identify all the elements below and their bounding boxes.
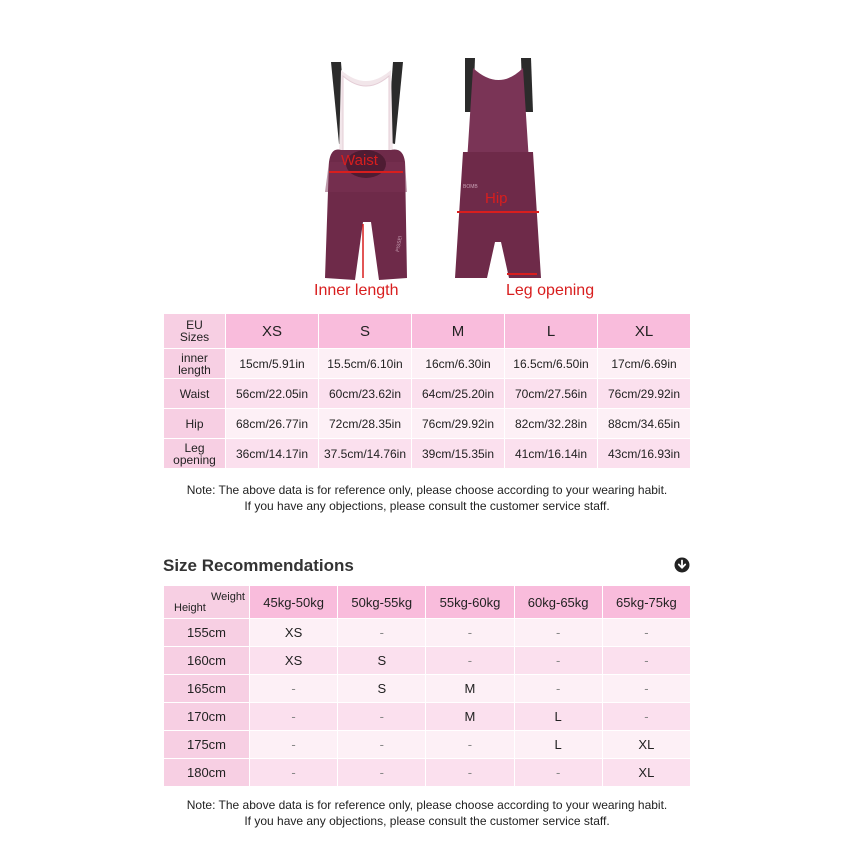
table-cell: - bbox=[514, 647, 602, 675]
svg-text:PISSEI: PISSEI bbox=[395, 235, 404, 253]
table-cell: 15cm/5.91in bbox=[226, 349, 319, 379]
height-label: 160cm bbox=[164, 647, 250, 675]
svg-text:BOMB: BOMB bbox=[463, 184, 478, 190]
size-chart-table bbox=[163, 313, 691, 469]
corner-weight-label: Weight bbox=[210, 591, 245, 603]
height-label: 180cm bbox=[164, 759, 250, 787]
table-cell: S bbox=[338, 647, 426, 675]
table-cell: 72cm/28.35in bbox=[319, 409, 412, 439]
table-cell: 64cm/25.20in bbox=[412, 379, 505, 409]
size-chart-header-row bbox=[164, 314, 691, 349]
table-cell: - bbox=[426, 731, 514, 759]
height-label: 155cm bbox=[164, 619, 250, 647]
table-cell: 82cm/32.28in bbox=[505, 409, 598, 439]
waist-measure-label: Waist bbox=[341, 152, 378, 169]
weight-header: 60kg-65kg bbox=[514, 586, 602, 619]
table-cell: - bbox=[250, 675, 338, 703]
eu-sizes-header-line-2: Sizes bbox=[179, 330, 210, 344]
note-line: Note: The above data is for reference only, please choose according to your wearing habit. bbox=[186, 798, 668, 812]
table-cell: XL bbox=[602, 759, 690, 787]
table-cell: 70cm/27.56in bbox=[505, 379, 598, 409]
table-row bbox=[164, 759, 691, 787]
table-cell: - bbox=[514, 675, 602, 703]
download-circle-icon[interactable] bbox=[674, 557, 690, 573]
table-cell: - bbox=[514, 759, 602, 787]
table-cell: 17cm/6.69in bbox=[598, 349, 691, 379]
note-line: Note: The above data is for reference only, please choose according to your wearing habit. bbox=[186, 483, 668, 497]
table-row bbox=[164, 439, 691, 469]
inner-length-measure-label: Inner length bbox=[314, 282, 399, 299]
table-cell: - bbox=[602, 619, 690, 647]
size-chart-note bbox=[0, 482, 854, 514]
weight-height-corner bbox=[164, 586, 250, 619]
row-label-line: inner bbox=[181, 350, 208, 365]
weight-header: 55kg-60kg bbox=[426, 586, 514, 619]
note-line: If you have any objections, please consult the customer service staff. bbox=[244, 814, 610, 828]
row-label-waist bbox=[164, 379, 226, 409]
eu-sizes-header bbox=[164, 314, 226, 349]
table-row bbox=[164, 675, 691, 703]
table-cell: 68cm/26.77in bbox=[226, 409, 319, 439]
table-cell: - bbox=[338, 703, 426, 731]
table-cell: XS bbox=[250, 647, 338, 675]
size-header-xs: XS bbox=[226, 314, 319, 349]
size-header-xl: XL bbox=[598, 314, 691, 349]
table-cell: - bbox=[250, 703, 338, 731]
table-cell: XL bbox=[602, 731, 690, 759]
bib-shorts-back-image bbox=[443, 52, 553, 284]
row-label-line: opening bbox=[173, 452, 216, 467]
table-cell: 15.5cm/6.10in bbox=[319, 349, 412, 379]
table-cell: L bbox=[514, 731, 602, 759]
table-row bbox=[164, 379, 691, 409]
table-cell: - bbox=[338, 731, 426, 759]
row-label-leg-opening bbox=[164, 439, 226, 469]
row-label-line: length bbox=[178, 362, 211, 377]
recommendations-title: Size Recommendations bbox=[163, 556, 354, 575]
height-label: 175cm bbox=[164, 731, 250, 759]
height-label: 165cm bbox=[164, 675, 250, 703]
recommendations-note bbox=[0, 797, 854, 829]
table-cell: 16cm/6.30in bbox=[412, 349, 505, 379]
table-cell: - bbox=[426, 647, 514, 675]
table-row bbox=[164, 703, 691, 731]
table-cell: - bbox=[338, 759, 426, 787]
table-row bbox=[164, 409, 691, 439]
size-header-s: S bbox=[319, 314, 412, 349]
table-cell: 76cm/29.92in bbox=[412, 409, 505, 439]
hip-measure-label: Hip bbox=[485, 190, 508, 207]
height-label: 170cm bbox=[164, 703, 250, 731]
weight-header: 45kg-50kg bbox=[250, 586, 338, 619]
size-header-l: L bbox=[505, 314, 598, 349]
table-row bbox=[164, 731, 691, 759]
table-cell: 88cm/34.65in bbox=[598, 409, 691, 439]
corner-height-label: Height bbox=[174, 602, 206, 614]
table-row bbox=[164, 619, 691, 647]
weight-header: 65kg-75kg bbox=[602, 586, 690, 619]
table-cell: - bbox=[602, 675, 690, 703]
eu-sizes-header-line-1: EU bbox=[186, 318, 203, 332]
row-label-line: Waist bbox=[179, 386, 210, 401]
note-line: If you have any objections, please consult the customer service staff. bbox=[244, 499, 610, 513]
row-label-inner-length bbox=[164, 349, 226, 379]
table-cell: 60cm/23.62in bbox=[319, 379, 412, 409]
table-cell: S bbox=[338, 675, 426, 703]
table-cell: 43cm/16.93in bbox=[598, 439, 691, 469]
table-cell: 39cm/15.35in bbox=[412, 439, 505, 469]
table-cell: - bbox=[250, 731, 338, 759]
table-cell: 76cm/29.92in bbox=[598, 379, 691, 409]
table-cell: 56cm/22.05in bbox=[226, 379, 319, 409]
row-label-line: Hip bbox=[185, 416, 204, 431]
leg-opening-measure-label: Leg opening bbox=[506, 282, 595, 299]
table-cell: M bbox=[426, 675, 514, 703]
weight-header: 50kg-55kg bbox=[338, 586, 426, 619]
recommendation-header-row bbox=[164, 586, 691, 619]
table-cell: - bbox=[426, 759, 514, 787]
table-row bbox=[164, 647, 691, 675]
table-cell: 37.5cm/14.76in bbox=[319, 439, 412, 469]
table-cell: - bbox=[426, 619, 514, 647]
row-label-hip bbox=[164, 409, 226, 439]
table-row bbox=[164, 349, 691, 379]
table-cell: 41cm/16.14in bbox=[505, 439, 598, 469]
size-recommendation-table bbox=[163, 585, 691, 787]
table-cell: 16.5cm/6.50in bbox=[505, 349, 598, 379]
size-header-m: M bbox=[412, 314, 505, 349]
table-cell: M bbox=[426, 703, 514, 731]
table-cell: - bbox=[250, 759, 338, 787]
table-cell: - bbox=[602, 647, 690, 675]
table-cell: - bbox=[514, 619, 602, 647]
row-label-line: Leg bbox=[184, 440, 205, 455]
table-cell: - bbox=[602, 703, 690, 731]
table-cell: 36cm/14.17in bbox=[226, 439, 319, 469]
table-cell: - bbox=[338, 619, 426, 647]
table-cell: L bbox=[514, 703, 602, 731]
table-cell: XS bbox=[250, 619, 338, 647]
